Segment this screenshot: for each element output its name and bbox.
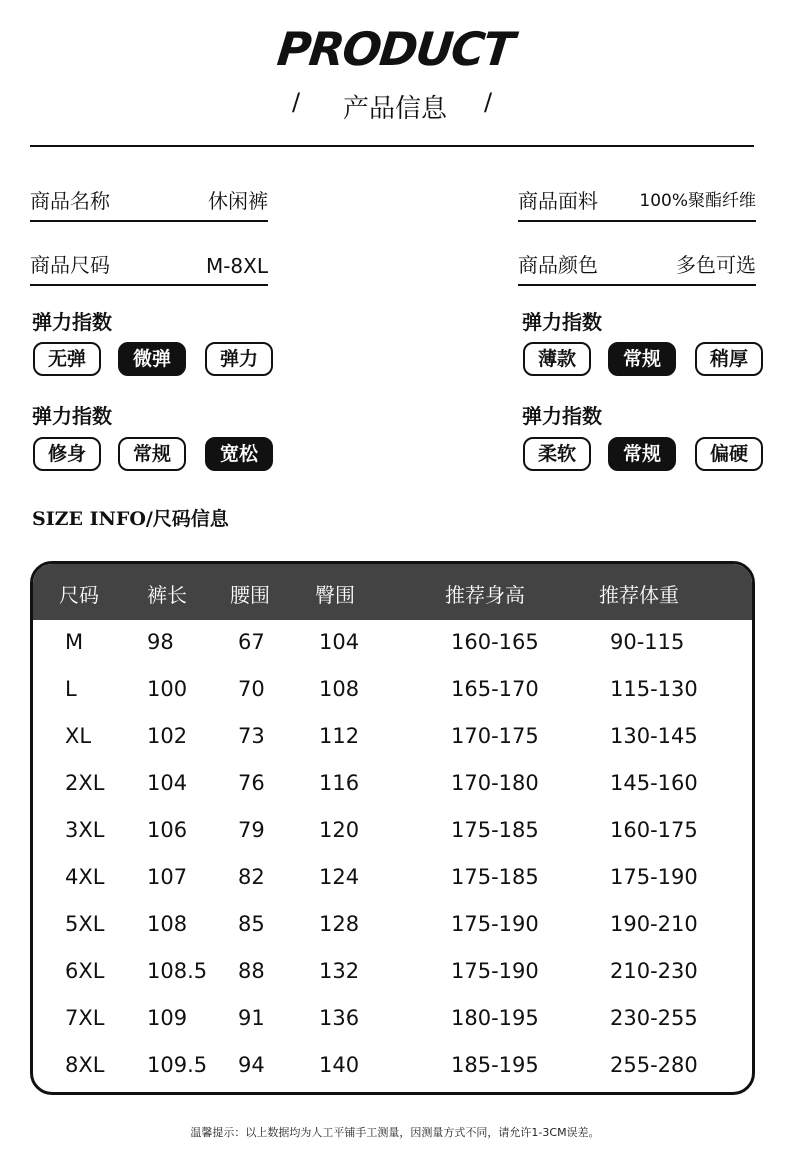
indicator-chip: 柔软 [523, 437, 591, 471]
table-cell: 82 [238, 865, 265, 889]
table-cell: 73 [238, 724, 265, 748]
table-cell: 102 [147, 724, 188, 748]
header-divider [30, 145, 754, 147]
column-header-weight: 推荐体重 [599, 583, 679, 607]
table-cell: 175-190 [451, 959, 539, 983]
table-cell: 108 [319, 677, 360, 701]
table-row [33, 1045, 752, 1092]
table-cell: 3XL [65, 818, 105, 842]
table-cell: 230-255 [610, 1006, 698, 1030]
table-cell: 124 [319, 865, 360, 889]
table-cell: 160-165 [451, 630, 539, 654]
indicator-chip: 无弹 [33, 342, 101, 376]
table-cell: 120 [319, 818, 360, 842]
table-cell: M [65, 630, 84, 654]
field-size [30, 254, 268, 286]
table-cell: 180-195 [451, 1006, 539, 1030]
table-cell: 4XL [65, 865, 105, 889]
indicator-chip: 常规 [118, 437, 186, 471]
table-cell: 190-210 [610, 912, 698, 936]
table-cell: 255-280 [610, 1053, 698, 1077]
table-cell: 136 [319, 1006, 360, 1030]
field-label: 商品名称 [30, 189, 110, 213]
table-cell: 8XL [65, 1053, 105, 1077]
indicator-chips-fit [33, 437, 283, 471]
indicator-chip-selected: 宽松 [205, 437, 273, 471]
page-subtitle: 产品信息 [342, 94, 447, 124]
table-cell: 132 [319, 959, 360, 983]
table-cell: 106 [147, 818, 188, 842]
field-value: M-8XL [205, 254, 268, 278]
table-cell: 165-170 [451, 677, 539, 701]
table-cell: 185-195 [451, 1053, 539, 1077]
table-cell: 116 [319, 771, 360, 795]
table-cell: 140 [319, 1053, 360, 1077]
subtitle-slash-left: / [292, 88, 301, 116]
indicator-chip: 弹力 [205, 342, 273, 376]
table-cell: 109.5 [147, 1053, 208, 1077]
field-color [518, 254, 756, 286]
field-value: 100%聚酯纤维 [639, 191, 756, 211]
table-cell: 104 [147, 771, 188, 795]
table-row [33, 622, 752, 669]
table-cell: 79 [238, 818, 265, 842]
table-cell: 98 [147, 630, 174, 654]
indicator-label-thickness: 弹力指数 [522, 310, 602, 334]
table-cell: 175-190 [451, 912, 539, 936]
indicator-chip: 稍厚 [695, 342, 763, 376]
table-cell: 88 [238, 959, 265, 983]
table-row [33, 669, 752, 716]
table-cell: 175-185 [451, 865, 539, 889]
table-cell: 175-185 [451, 818, 539, 842]
table-cell: 5XL [65, 912, 105, 936]
field-fabric [518, 190, 756, 222]
indicator-chip-selected: 常规 [608, 342, 676, 376]
table-cell: 170-175 [451, 724, 539, 748]
table-cell: 108 [147, 912, 188, 936]
table-cell: 112 [319, 724, 360, 748]
table-cell: 2XL [65, 771, 105, 795]
size-table [30, 561, 755, 1095]
table-cell: 100 [147, 677, 188, 701]
column-header-length: 裤长 [147, 583, 187, 607]
table-cell: 70 [238, 677, 265, 701]
indicator-chips-thickness [523, 342, 773, 376]
table-cell: 175-190 [610, 865, 698, 889]
table-row [33, 763, 752, 810]
field-label: 商品尺码 [30, 253, 110, 277]
table-cell: 160-175 [610, 818, 698, 842]
table-cell: 67 [238, 630, 265, 654]
indicator-chip-selected: 常规 [608, 437, 676, 471]
indicator-chip-selected: 微弹 [118, 342, 186, 376]
page-title: PRODUCT [274, 22, 516, 76]
table-row [33, 951, 752, 998]
indicator-chip: 修身 [33, 437, 101, 471]
field-value: 休闲裤 [208, 189, 268, 213]
field-product-name [30, 190, 268, 222]
table-cell: 109 [147, 1006, 188, 1030]
table-row [33, 857, 752, 904]
column-header-height: 推荐身高 [445, 583, 525, 607]
field-value: 多色可选 [676, 253, 756, 277]
table-cell: 115-130 [610, 677, 698, 701]
indicator-chips-elasticity [33, 342, 283, 376]
table-cell: 7XL [65, 1006, 105, 1030]
footnote: 温馨提示：以上数据均为人工平铺手工测量，因测量方式不同，请允许1-3CM误差。 [190, 1126, 600, 1139]
table-cell: 170-180 [451, 771, 539, 795]
subtitle-row [0, 88, 790, 122]
indicator-label-elasticity: 弹力指数 [32, 310, 112, 334]
table-cell: 108.5 [147, 959, 208, 983]
table-cell: 90-115 [610, 630, 685, 654]
table-cell: 94 [238, 1053, 265, 1077]
indicator-chips-softness [523, 437, 773, 471]
table-cell: 104 [319, 630, 360, 654]
indicator-chip: 偏硬 [695, 437, 763, 471]
table-row [33, 998, 752, 1045]
table-cell: 210-230 [610, 959, 698, 983]
indicator-label-fit: 弹力指数 [32, 404, 112, 428]
table-cell: 145-160 [610, 771, 698, 795]
table-row [33, 904, 752, 951]
subtitle-slash-right: / [484, 88, 493, 116]
table-cell: 85 [238, 912, 265, 936]
table-cell: 91 [238, 1006, 265, 1030]
table-cell: L [65, 677, 77, 701]
table-cell: 130-145 [610, 724, 698, 748]
field-label: 商品颜色 [518, 253, 598, 277]
table-cell: 107 [147, 865, 188, 889]
size-table-header [33, 564, 752, 620]
size-info-heading: SIZE INFO/尺码信息 [32, 508, 229, 530]
indicator-label-softness: 弹力指数 [522, 404, 602, 428]
table-row [33, 810, 752, 857]
table-cell: XL [65, 724, 92, 748]
indicator-chip: 薄款 [523, 342, 591, 376]
table-cell: 6XL [65, 959, 105, 983]
table-row [33, 716, 752, 763]
table-cell: 76 [238, 771, 265, 795]
column-header-waist: 腰围 [230, 583, 270, 607]
column-header-size: 尺码 [59, 583, 99, 607]
column-header-hip: 臀围 [315, 583, 355, 607]
field-label: 商品面料 [518, 189, 598, 213]
table-cell: 128 [319, 912, 360, 936]
